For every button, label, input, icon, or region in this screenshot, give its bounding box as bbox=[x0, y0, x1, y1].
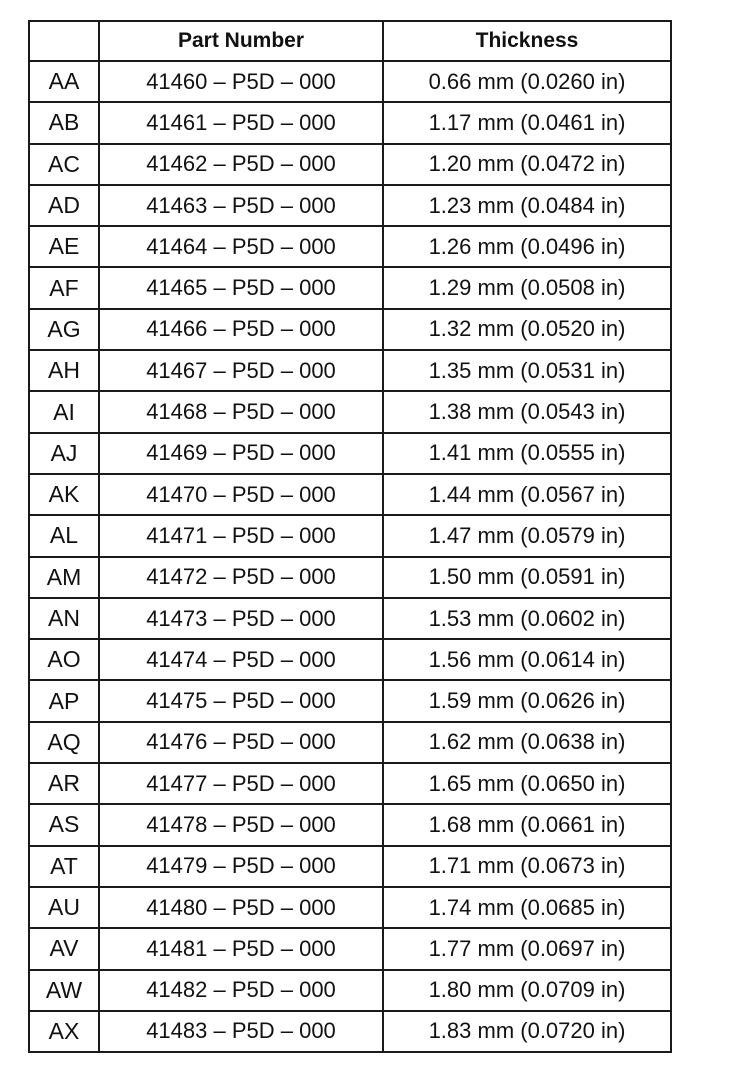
row-part-number-cell: 41462 – P5D – 000 bbox=[99, 144, 383, 185]
row-code-cell: AJ bbox=[29, 433, 99, 474]
row-code-cell: AU bbox=[29, 887, 99, 928]
row-part-number-cell: 41479 – P5D – 000 bbox=[99, 846, 383, 887]
row-part-number-cell: 41477 – P5D – 000 bbox=[99, 763, 383, 804]
row-thickness-cell: 1.26 mm (0.0496 in) bbox=[383, 226, 671, 267]
table-row bbox=[29, 1011, 671, 1052]
table-row bbox=[29, 185, 671, 226]
table-row bbox=[29, 309, 671, 350]
header-code bbox=[29, 21, 99, 61]
row-code-cell: AG bbox=[29, 309, 99, 350]
row-part-number-cell: 41464 – P5D – 000 bbox=[99, 226, 383, 267]
row-part-number-cell: 41475 – P5D – 000 bbox=[99, 680, 383, 721]
table-row bbox=[29, 887, 671, 928]
table-row bbox=[29, 350, 671, 391]
row-part-number-cell: 41470 – P5D – 000 bbox=[99, 474, 383, 515]
row-part-number-cell: 41471 – P5D – 000 bbox=[99, 515, 383, 556]
row-thickness-cell: 1.53 mm (0.0602 in) bbox=[383, 598, 671, 639]
row-code-cell: AS bbox=[29, 804, 99, 845]
row-code-cell: AE bbox=[29, 226, 99, 267]
row-part-number-cell: 41460 – P5D – 000 bbox=[99, 61, 383, 102]
row-thickness-cell: 1.47 mm (0.0579 in) bbox=[383, 515, 671, 556]
row-thickness-cell: 1.32 mm (0.0520 in) bbox=[383, 309, 671, 350]
row-part-number-cell: 41481 – P5D – 000 bbox=[99, 928, 383, 969]
row-thickness-cell: 1.20 mm (0.0472 in) bbox=[383, 144, 671, 185]
row-part-number-cell: 41469 – P5D – 000 bbox=[99, 433, 383, 474]
table-row bbox=[29, 804, 671, 845]
table-row bbox=[29, 474, 671, 515]
row-code-cell: AA bbox=[29, 61, 99, 102]
row-thickness-cell: 1.65 mm (0.0650 in) bbox=[383, 763, 671, 804]
row-code-cell: AH bbox=[29, 350, 99, 391]
row-code-cell: AI bbox=[29, 391, 99, 432]
row-part-number-cell: 41468 – P5D – 000 bbox=[99, 391, 383, 432]
header-thickness: Thickness bbox=[383, 21, 671, 61]
table-row bbox=[29, 598, 671, 639]
header-part-number: Part Number bbox=[99, 21, 383, 61]
table-row bbox=[29, 763, 671, 804]
row-part-number-cell: 41466 – P5D – 000 bbox=[99, 309, 383, 350]
row-thickness-cell: 1.56 mm (0.0614 in) bbox=[383, 639, 671, 680]
row-thickness-cell: 1.71 mm (0.0673 in) bbox=[383, 846, 671, 887]
row-thickness-cell: 1.50 mm (0.0591 in) bbox=[383, 557, 671, 598]
row-code-cell: AV bbox=[29, 928, 99, 969]
row-thickness-cell: 1.80 mm (0.0709 in) bbox=[383, 970, 671, 1011]
table-row bbox=[29, 433, 671, 474]
row-code-cell: AO bbox=[29, 639, 99, 680]
row-code-cell: AR bbox=[29, 763, 99, 804]
row-code-cell: AM bbox=[29, 557, 99, 598]
table-row bbox=[29, 680, 671, 721]
row-thickness-cell: 1.17 mm (0.0461 in) bbox=[383, 102, 671, 143]
row-code-cell: AW bbox=[29, 970, 99, 1011]
row-part-number-cell: 41483 – P5D – 000 bbox=[99, 1011, 383, 1052]
table-row bbox=[29, 928, 671, 969]
row-part-number-cell: 41461 – P5D – 000 bbox=[99, 102, 383, 143]
table-row bbox=[29, 970, 671, 1011]
row-thickness-cell: 1.29 mm (0.0508 in) bbox=[383, 267, 671, 308]
row-code-cell: AX bbox=[29, 1011, 99, 1052]
table-row bbox=[29, 391, 671, 432]
row-thickness-cell: 0.66 mm (0.0260 in) bbox=[383, 61, 671, 102]
row-thickness-cell: 1.83 mm (0.0720 in) bbox=[383, 1011, 671, 1052]
table-row bbox=[29, 722, 671, 763]
row-code-cell: AP bbox=[29, 680, 99, 721]
shim-parts-table bbox=[28, 20, 672, 1053]
row-part-number-cell: 41478 – P5D – 000 bbox=[99, 804, 383, 845]
row-part-number-cell: 41472 – P5D – 000 bbox=[99, 557, 383, 598]
table-row bbox=[29, 61, 671, 102]
row-part-number-cell: 41476 – P5D – 000 bbox=[99, 722, 383, 763]
parts-table-container bbox=[28, 20, 670, 1053]
row-thickness-cell: 1.23 mm (0.0484 in) bbox=[383, 185, 671, 226]
row-thickness-cell: 1.41 mm (0.0555 in) bbox=[383, 433, 671, 474]
table-body bbox=[29, 61, 671, 1052]
row-code-cell: AT bbox=[29, 846, 99, 887]
row-part-number-cell: 41480 – P5D – 000 bbox=[99, 887, 383, 928]
row-code-cell: AL bbox=[29, 515, 99, 556]
table-header-row bbox=[29, 21, 671, 61]
table-row bbox=[29, 226, 671, 267]
table-row bbox=[29, 515, 671, 556]
row-code-cell: AK bbox=[29, 474, 99, 515]
row-part-number-cell: 41465 – P5D – 000 bbox=[99, 267, 383, 308]
row-part-number-cell: 41482 – P5D – 000 bbox=[99, 970, 383, 1011]
table-row bbox=[29, 639, 671, 680]
row-part-number-cell: 41467 – P5D – 000 bbox=[99, 350, 383, 391]
row-part-number-cell: 41463 – P5D – 000 bbox=[99, 185, 383, 226]
row-code-cell: AD bbox=[29, 185, 99, 226]
row-thickness-cell: 1.44 mm (0.0567 in) bbox=[383, 474, 671, 515]
row-code-cell: AN bbox=[29, 598, 99, 639]
row-code-cell: AQ bbox=[29, 722, 99, 763]
row-thickness-cell: 1.59 mm (0.0626 in) bbox=[383, 680, 671, 721]
table-row bbox=[29, 102, 671, 143]
table-row bbox=[29, 144, 671, 185]
row-code-cell: AB bbox=[29, 102, 99, 143]
row-thickness-cell: 1.38 mm (0.0543 in) bbox=[383, 391, 671, 432]
row-code-cell: AF bbox=[29, 267, 99, 308]
row-thickness-cell: 1.35 mm (0.0531 in) bbox=[383, 350, 671, 391]
row-part-number-cell: 41474 – P5D – 000 bbox=[99, 639, 383, 680]
table-row bbox=[29, 267, 671, 308]
row-thickness-cell: 1.68 mm (0.0661 in) bbox=[383, 804, 671, 845]
row-thickness-cell: 1.77 mm (0.0697 in) bbox=[383, 928, 671, 969]
row-thickness-cell: 1.74 mm (0.0685 in) bbox=[383, 887, 671, 928]
row-part-number-cell: 41473 – P5D – 000 bbox=[99, 598, 383, 639]
table-row bbox=[29, 846, 671, 887]
row-code-cell: AC bbox=[29, 144, 99, 185]
row-thickness-cell: 1.62 mm (0.0638 in) bbox=[383, 722, 671, 763]
table-row bbox=[29, 557, 671, 598]
